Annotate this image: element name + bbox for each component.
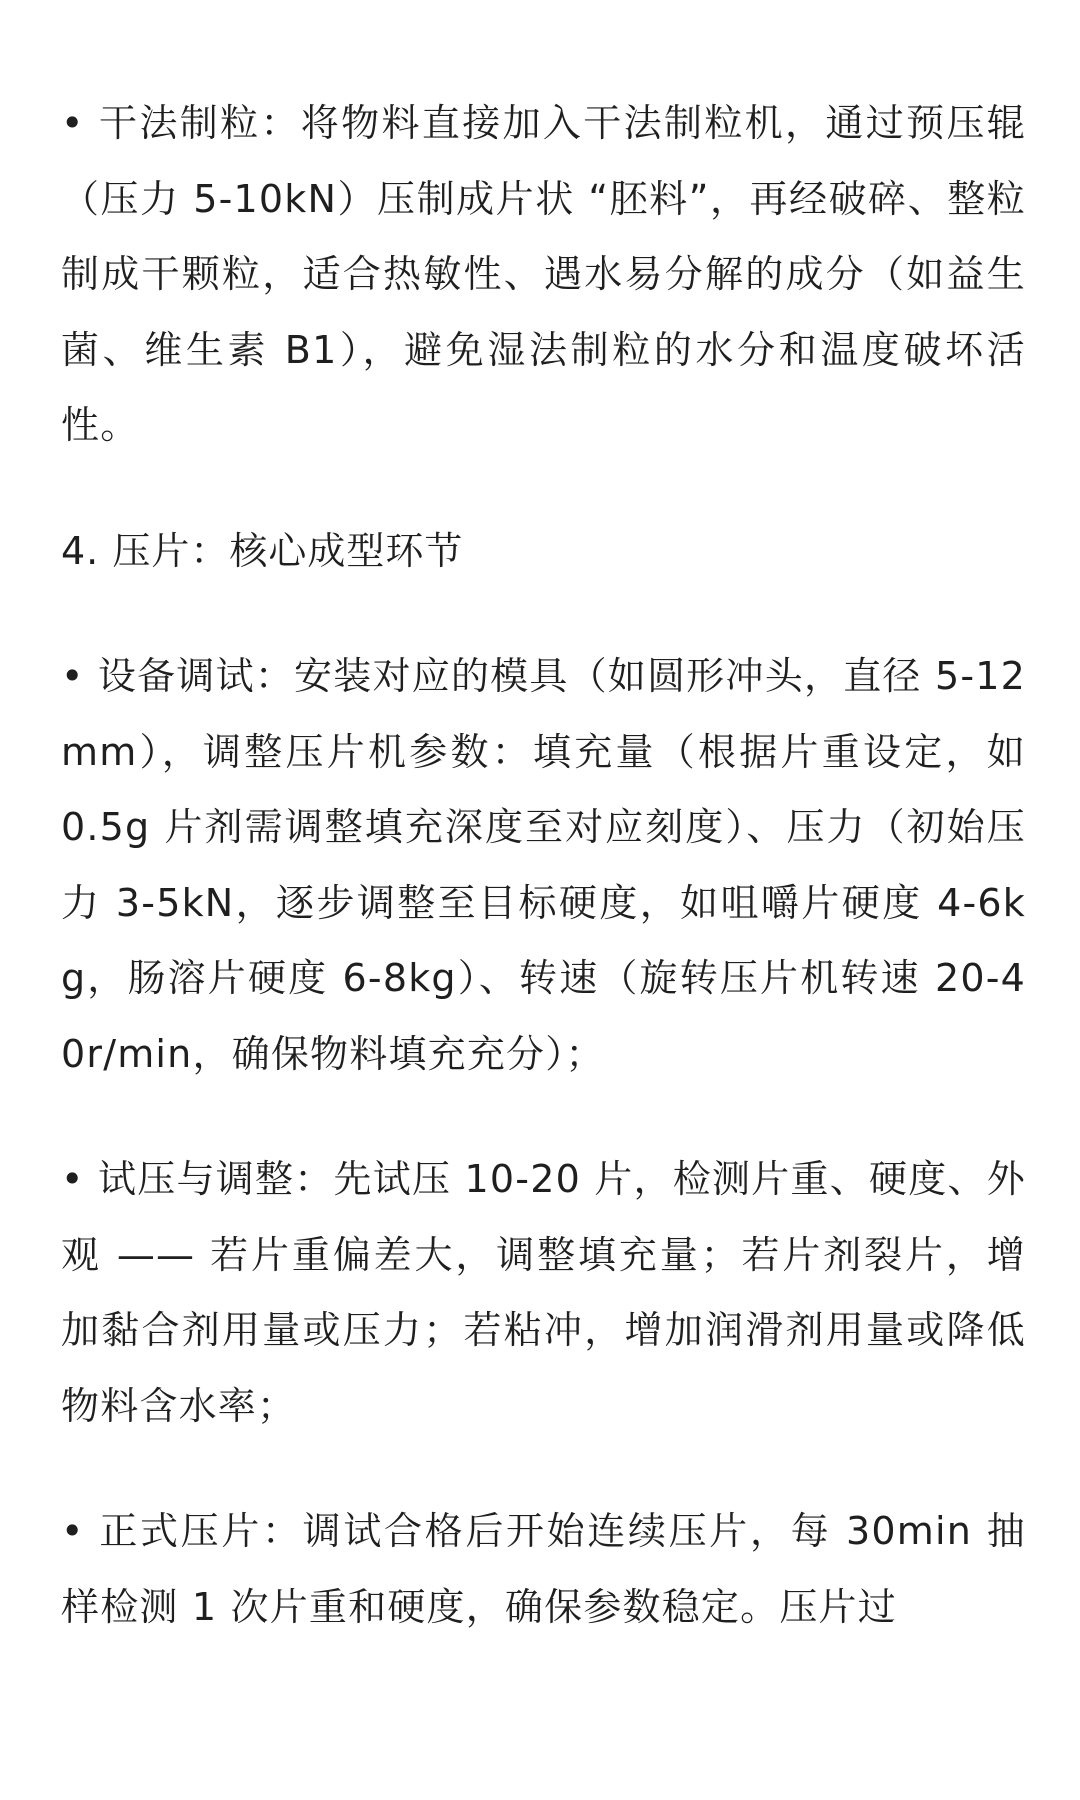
article-body xyxy=(61,86,1026,1645)
section-heading-tableting: 4. 压片：核心成型环节 xyxy=(61,528,464,573)
paragraph-equipment-setup: • 设备调试：安装对应的模具（如圆形冲头，直径 5-12mm），调整压片机参数：填充量（根据片重设定，如 0.5g 片剂需调整填充深度至对应刻度）、压力（初始压力 3-5kN，逐步调整至目标硬度，如咀嚼片硬度 4-6kg，肠溶片硬度 6-8kg）、转速（旋转压片机转速 20-40r/min，确保物料填充充分）； xyxy=(61,654,1026,1076)
paragraph-dry-granulation: • 干法制粒：将物料直接加入干法制粒机，通过预压辊（压力 5-10kN）压制成片状 “胚料”，再经破碎、整粒制成干颗粒，适合热敏性、遇水易分解的成分（如益生菌、维生素 B1），避免湿法制粒的水分和温度破坏活性。 xyxy=(61,101,1026,447)
paragraph-trial-pressing: • 试压与调整：先试压 10-20 片，检测片重、硬度、外观 —— 若片重偏差大，调整填充量；若片剂裂片，增加黏合剂用量或压力；若粘冲，增加润滑剂用量或降低物料含水率； xyxy=(61,1157,1026,1428)
paragraph-formal-pressing: • 正式压片：调试合格后开始连续压片，每 30min 抽样检测 1 次片重和硬度，确保参数稳定。压片过 xyxy=(61,1509,1026,1629)
